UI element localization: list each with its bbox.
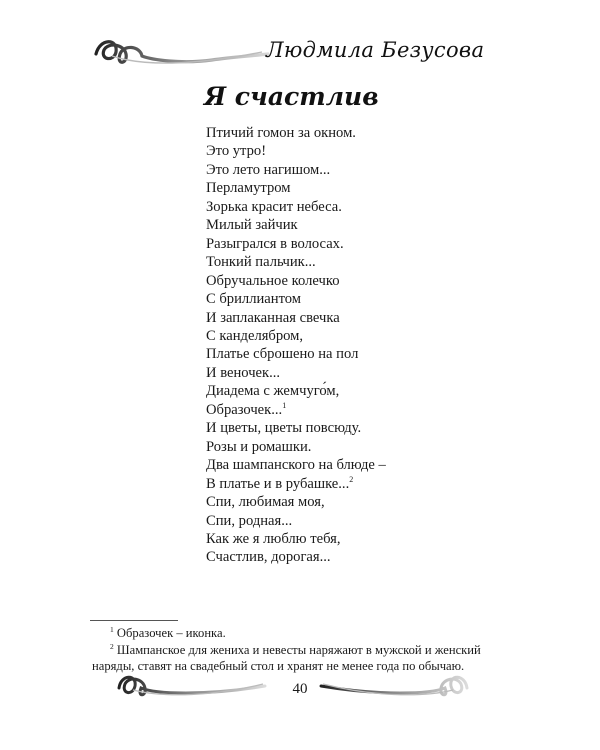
poem-line: Разыгрался в волосах. <box>206 235 344 252</box>
poem-line: Диадема с жемчуго́м, <box>206 383 340 400</box>
poem-line: Счастлив, дорогая... <box>206 549 331 566</box>
poem-line: Это утро! <box>206 143 267 160</box>
poem-line: Зорька красит небеса. <box>206 198 342 215</box>
poem-line: Розы и ромашки. <box>206 438 312 455</box>
running-header-author: Людмила Безусова <box>266 38 485 62</box>
poem-line: Милый зайчик <box>206 217 298 234</box>
poem-line: Тонкий пальчик... <box>206 254 316 271</box>
poem-line: С бриллиантом <box>206 291 302 308</box>
footnote-divider <box>90 620 178 621</box>
poem-line: Это лето нагишом... <box>206 161 331 178</box>
ribbon-ornament-icon <box>115 668 270 704</box>
poem-line: И заплаканная свечка <box>206 309 340 326</box>
poem-line: Обручальное колечко <box>206 272 340 289</box>
poem-line: Перламутром <box>206 180 291 197</box>
footnote-mark: 2 <box>110 641 114 651</box>
ribbon-ornament-icon <box>92 30 272 74</box>
poem-line: Птичий гомон за окном. <box>206 125 356 141</box>
footnote-mark: 1 <box>282 400 287 410</box>
poem-line: И веночек... <box>206 364 281 381</box>
poem-line: С канделябром, <box>206 327 304 344</box>
poem-line: Спи, родная... <box>206 512 293 529</box>
poem-line-text: В платье и в рубашке... <box>206 475 350 492</box>
footnote-text: Образочек – иконка. <box>116 626 226 640</box>
poem-line: Два шампанского на блюде – <box>206 457 386 474</box>
poem-line: Платье сброшено на пол <box>206 346 359 363</box>
poem-line: Спи, любимая моя, <box>206 494 325 511</box>
footnote-1 <box>92 625 512 642</box>
poem-line: И цветы, цветы повсюду. <box>206 420 362 437</box>
poem-body <box>206 124 386 567</box>
footnote-mark: 1 <box>110 625 114 634</box>
poem-line: Как же я люблю тебя, <box>206 530 341 547</box>
footnote-text: Шампанское для жениха и невесты наряжают в мужской и женский наряды, ставят на свадебный стол и хранят не менее года по обычаю. <box>92 642 481 673</box>
poem-line <box>206 401 386 419</box>
poem-line <box>206 475 386 493</box>
poem-title: Я счастлив <box>204 82 379 111</box>
page-number: 40 <box>292 681 308 697</box>
footnote-mark: 2 <box>349 474 354 484</box>
ribbon-ornament-icon <box>316 668 471 704</box>
poem-line-text: Образочек... <box>206 401 283 418</box>
